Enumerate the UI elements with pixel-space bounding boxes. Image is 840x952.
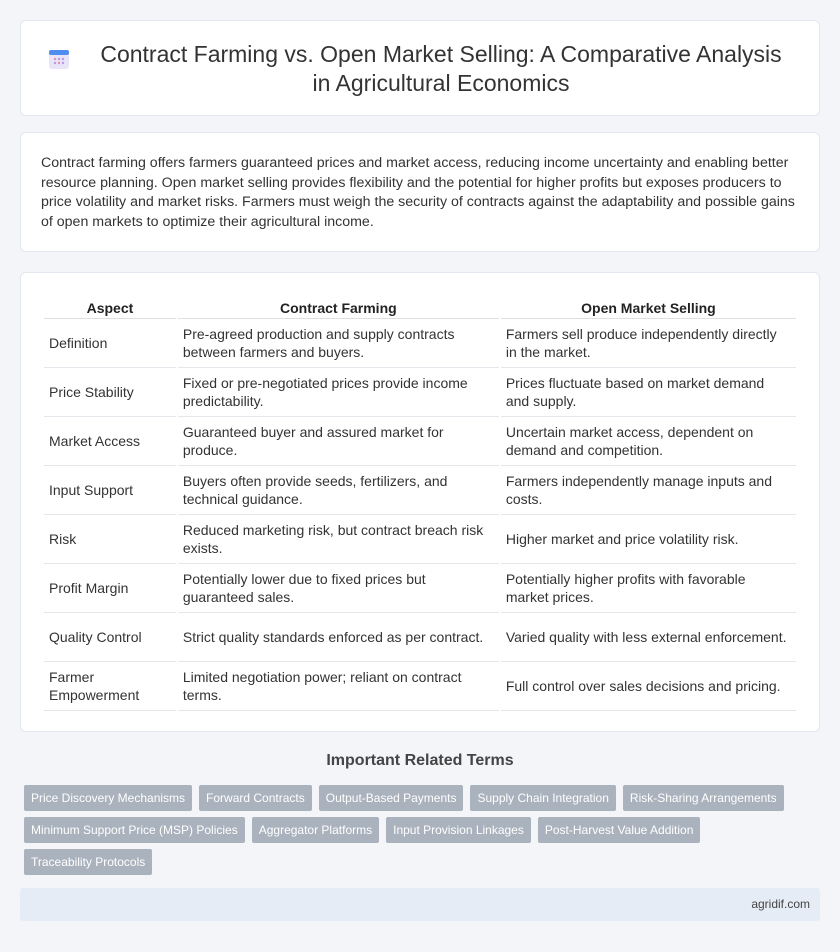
table-row [44,564,796,613]
related-term-tag[interactable]: Aggregator Platforms [252,817,379,843]
aspect-cell: Profit Margin [44,564,176,613]
table-row [44,319,796,368]
open-market-cell: Uncertain market access, dependent on demand and competition. [501,417,796,466]
header-card [20,20,820,116]
table-row [44,515,796,564]
contract-cell: Fixed or pre-negotiated prices provide income predictability. [178,368,499,417]
open-market-cell: Full control over sales decisions and pricing. [501,662,796,711]
aspect-cell: Farmer Empowerment [44,662,176,711]
header-contract-farming: Contract Farming [178,295,499,319]
open-market-cell: Prices fluctuate based on market demand and supply. [501,368,796,417]
contract-cell: Buyers often provide seeds, fertilizers, and technical guidance. [178,466,499,515]
open-market-cell: Higher market and price volatility risk. [501,515,796,564]
contract-cell: Strict quality standards enforced as per contract. [178,613,499,662]
open-market-cell: Farmers independently manage inputs and costs. [501,466,796,515]
aspect-cell: Market Access [44,417,176,466]
footer-site-link[interactable]: agridif.com [751,897,810,911]
related-term-tag[interactable]: Supply Chain Integration [470,785,615,811]
related-term-tag[interactable]: Minimum Support Price (MSP) Policies [24,817,245,843]
table-row [44,417,796,466]
contract-cell: Potentially lower due to fixed prices but guaranteed sales. [178,564,499,613]
related-term-tag[interactable]: Post-Harvest Value Addition [538,817,701,843]
aspect-cell: Input Support [44,466,176,515]
related-term-tag[interactable]: Output-Based Payments [319,785,464,811]
footer [20,888,820,921]
related-term-tag[interactable]: Forward Contracts [199,785,312,811]
related-term-tag[interactable]: Price Discovery Mechanisms [24,785,192,811]
open-market-cell: Varied quality with less external enforcement. [501,613,796,662]
intro-card [20,132,820,252]
contract-cell: Guaranteed buyer and assured market for produce. [178,417,499,466]
comparison-card [20,272,820,732]
comparison-table [42,295,798,711]
related-terms-title: Important Related Terms [326,752,514,769]
table-row [44,368,796,417]
related-term-tag[interactable]: Input Provision Linkages [386,817,531,843]
related-term-tag[interactable]: Traceability Protocols [24,849,152,875]
page-title: Contract Farming vs. Open Market Selling: A Comparative Analysis in Agricultural Economics [100,41,782,96]
table-header-row [44,295,796,319]
table-row [44,466,796,515]
related-term-tag[interactable]: Risk-Sharing Arrangements [623,785,784,811]
header-open-market-selling: Open Market Selling [501,295,796,319]
table-row [44,662,796,711]
contract-cell: Limited negotiation power; reliant on contract terms. [178,662,499,711]
aspect-cell: Quality Control [44,613,176,662]
intro-text: Contract farming offers farmers guaranteed prices and market access, reducing income uncertainty and enabling better resource planning. Open market selling provides flexibility and the potential for higher profits but exposes producers to price volatility and market risks. Farmers must weigh the security of contracts against the adaptability and possible gains of open markets to optimize their agricultural income. [41,155,795,230]
aspect-cell: Price Stability [44,368,176,417]
open-market-cell: Potentially higher profits with favorable market prices. [501,564,796,613]
contract-cell: Pre-agreed production and supply contracts between farmers and buyers. [178,319,499,368]
table-row [44,613,796,662]
aspect-cell: Definition [44,319,176,368]
aspect-cell: Risk [44,515,176,564]
related-terms-list [24,785,814,875]
contract-cell: Reduced marketing risk, but contract breach risk exists. [178,515,499,564]
open-market-cell: Farmers sell produce independently directly in the market. [501,319,796,368]
header-aspect: Aspect [44,295,176,319]
